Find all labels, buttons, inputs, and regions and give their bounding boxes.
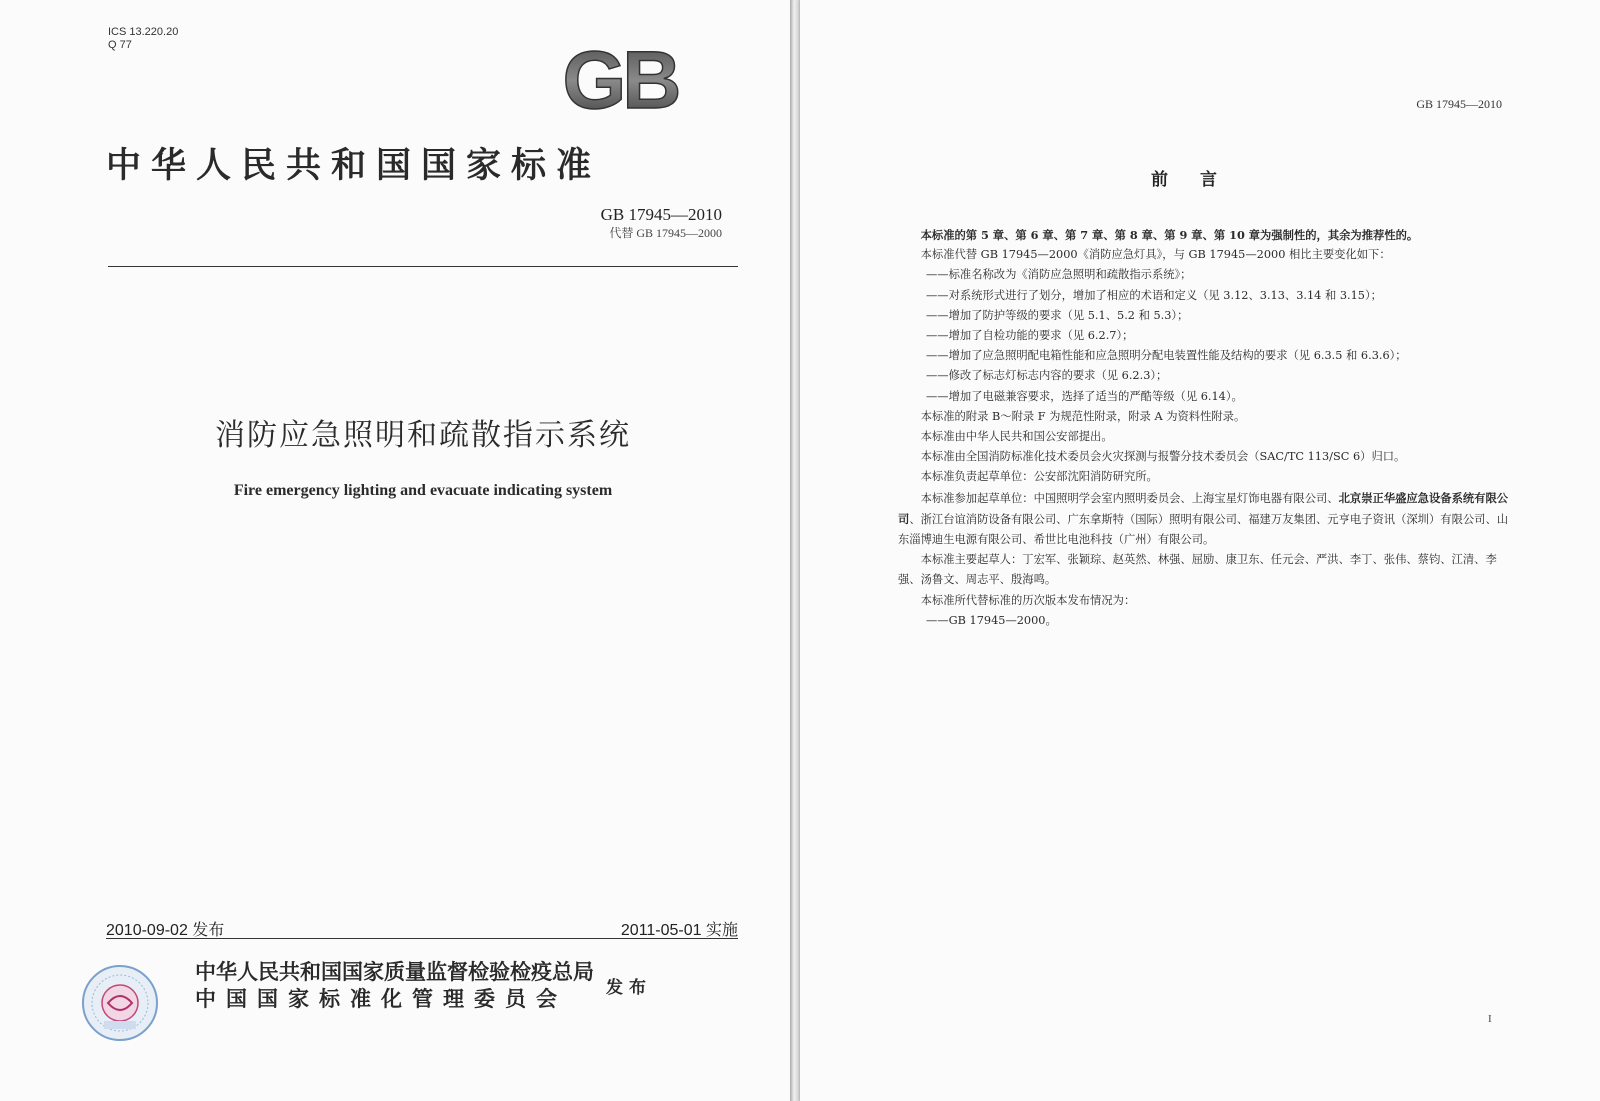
change-item: ——对系统形式进行了划分，增加了相应的术语和定义（见 3.12、3.13、3.14 和 3.15）； — [926, 288, 1382, 302]
change-item: ——标准名称改为《消防应急照明和疏散指示系统》； — [926, 268, 1192, 282]
standard-number: GB 17945—2010 — [600, 205, 722, 224]
national-standard-title: 中华人民共和国国家标准 — [106, 145, 602, 186]
change-item: ——修改了标志灯标志内容的要求（见 6.2.3）； — [926, 369, 1168, 383]
page-gutter — [790, 0, 800, 1101]
issue-date: 2010-09-02 发布 — [106, 922, 225, 939]
paragraph-committee: 本标准由全国消防标准化技术委员会火灾探测与报警分技术委员会（SAC/TC 113/SC 6）归口。 — [920, 450, 1406, 464]
page-number: I — [1488, 1013, 1492, 1025]
preface-body — [898, 225, 1510, 631]
issuer-aqsiq: 中华人民共和国国家质量监督检验检疫总局 — [195, 959, 594, 984]
svg-text:GB: GB — [562, 40, 678, 120]
change-item: ——增加了应急照明配电箱性能和应急照明分配电装置性能及结构的要求（见 6.3.5 和 6.3.6）； — [926, 349, 1407, 363]
cover-page — [0, 0, 790, 1101]
preface-title: 前言 — [1151, 170, 1249, 190]
participants-highlight: 北京崇正华盛应急设备系统有限公司 — [898, 490, 1509, 526]
participants-pre: 本标准参加起草单位：中国照明学会室内照明委员会、上海宝星灯饰电器有限公司、 — [920, 491, 1339, 505]
footer-divider — [106, 938, 738, 939]
paragraph-annexes: 本标准的附录 B～附录 F 为规范性附录，附录 A 为资料性附录。 — [920, 409, 1246, 423]
paragraph-participants — [898, 488, 1510, 551]
header-divider — [108, 266, 738, 267]
issuing-authorities — [195, 958, 594, 1012]
running-header: GB 17945—2010 — [1416, 97, 1502, 111]
replaces-note: 代替 GB 17945—2000 — [609, 226, 722, 240]
ccs-code: Q 77 — [108, 39, 132, 51]
paragraph-drafters: 本标准主要起草人：丁宏军、张颖琮、赵英然、林强、屈励、康卫东、任元会、严洪、李丁、张伟、蔡钧、江清、李强、汤鲁文、周志平、殷海鸣。 — [898, 553, 1497, 587]
issuer-sac: 中国国家标准化管理委员会 — [195, 986, 567, 1011]
participants-post: 、浙江台谊消防设备有限公司、广东拿斯特（国际）照明有限公司、福建万友集团、元亨电子资讯（深圳）有限公司、山东淄博迪生电源有限公司、希世比电池科技（广州）有限公司。 — [898, 512, 1509, 547]
anti-counterfeit-seal-icon — [80, 963, 160, 1043]
publish-label: 发布 — [606, 978, 652, 998]
change-item: ——增加了自检功能的要求（见 6.2.7）； — [926, 329, 1134, 343]
history-item: ——GB 17945—2000。 — [926, 613, 1057, 627]
standard-code-block — [601, 205, 722, 241]
change-item: ——增加了防护等级的要求（见 5.1、5.2 和 5.3）； — [926, 308, 1189, 322]
title-english: Fire emergency lighting and evacuate indicating system — [233, 482, 613, 499]
paragraph-replacement: 本标准代替 GB 17945—2000《消防应急灯具》，与 GB 17945—2000 相比主要变化如下： — [920, 248, 1391, 262]
implementation-date: 2011-05-01 实施 — [620, 922, 738, 939]
ics-code: ICS 13.220.20 — [108, 26, 179, 38]
paragraph-history: 本标准所代替标准的历次版本发布情况为： — [920, 593, 1136, 607]
paragraph-mandatory-scope: 本标准的第 5 章、第 6 章、第 7 章、第 8 章、第 9 章、第 10 章为强制性的，其余为推荐性的。 — [920, 228, 1419, 242]
title-chinese: 消防应急照明和疏散指示系统 — [215, 418, 631, 453]
date-row — [106, 917, 738, 937]
change-item: ——增加了电磁兼容要求，选择了适当的严酷等级（见 6.14）。 — [926, 389, 1243, 403]
paragraph-lead-drafter: 本标准负责起草单位：公安部沈阳消防研究所。 — [920, 470, 1158, 484]
gb-logo — [545, 40, 695, 120]
paragraph-proposer: 本标准由中华人民共和国公安部提出。 — [920, 430, 1113, 444]
classification-codes — [108, 26, 178, 52]
